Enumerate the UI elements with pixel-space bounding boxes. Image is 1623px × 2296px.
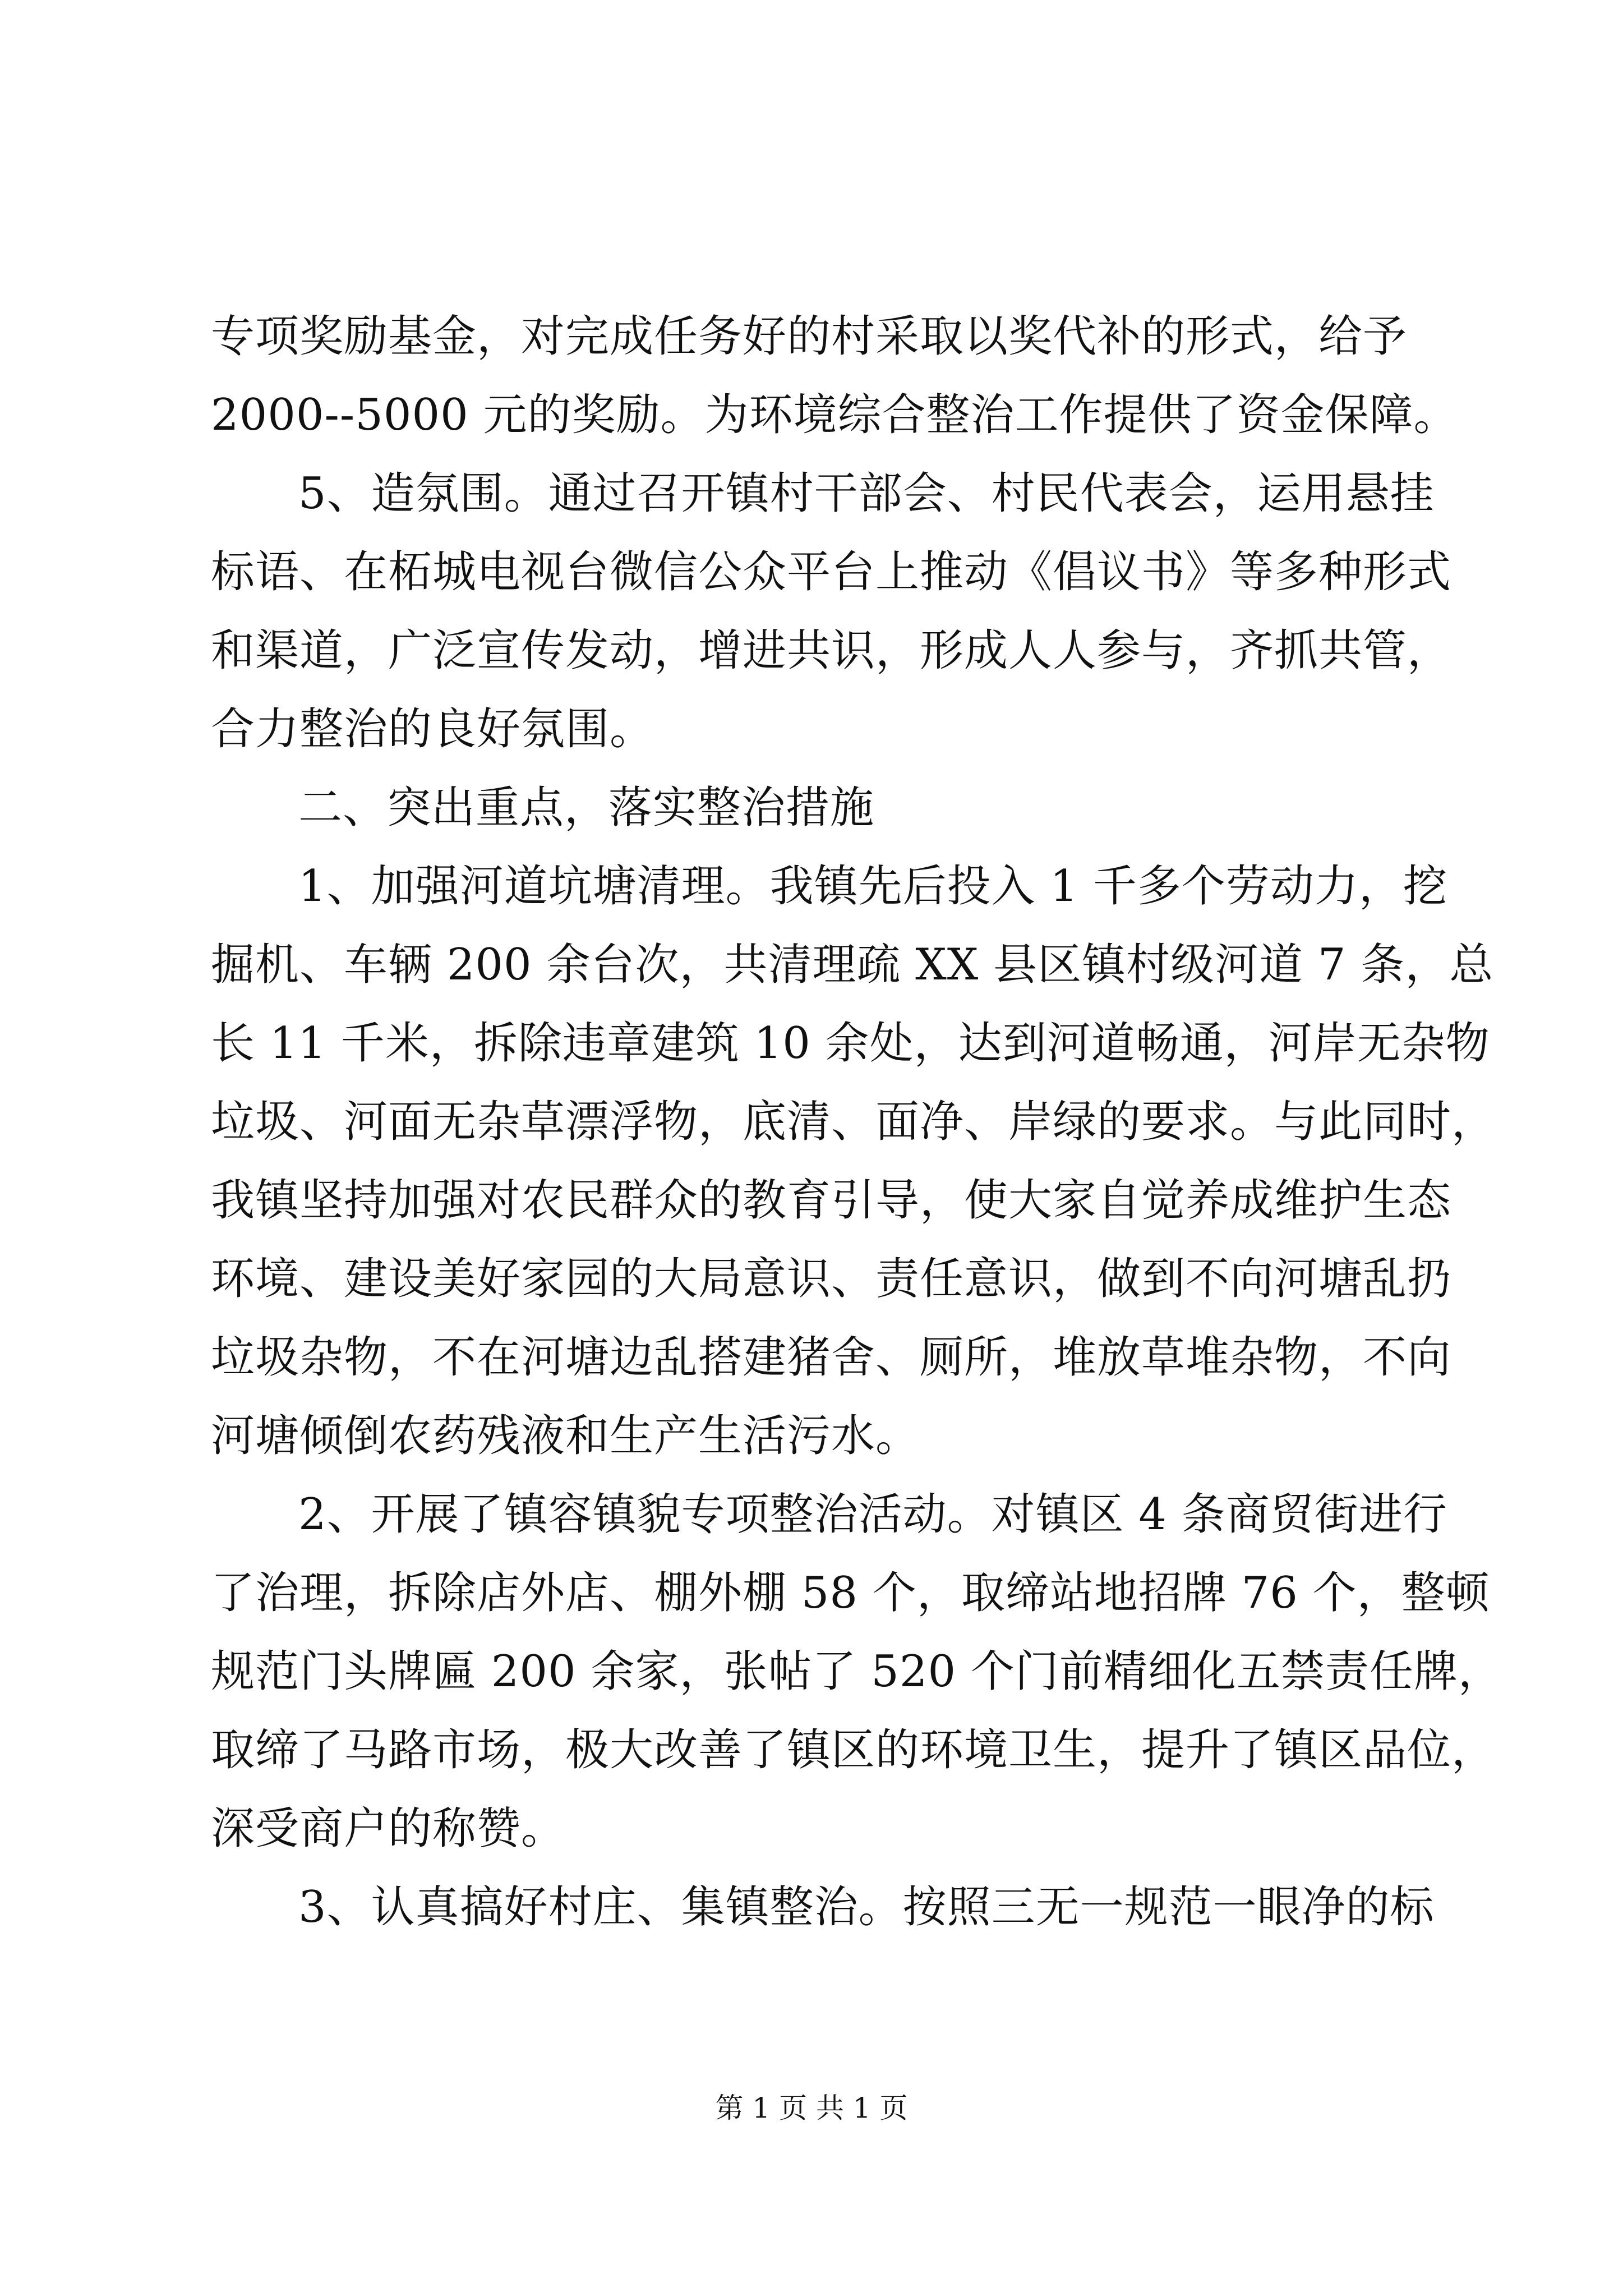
text-line: 取缔了马路市场，极大改善了镇区的环境卫生，提升了镇区品位， [211, 1725, 1496, 1775]
section-heading: 二、突出重点，落实整治措施 [298, 783, 875, 833]
text-line: 标语、在柘城电视台微信公众平台上推动《倡议书》等多种形式 [211, 547, 1452, 597]
text-line: 我镇坚持加强对农民群众的教育引导，使大家自觉养成维护生态 [211, 1175, 1452, 1226]
text-line: 合力整治的良好氛围。 [211, 704, 654, 754]
text-line: 垃圾杂物，不在河塘边乱搭建猪舍、厕所，堆放草堆杂物，不向 [211, 1332, 1452, 1383]
text-line: 长 11 千米，拆除违章建筑 10 余处，达到河道畅通，河岸无杂物 [211, 1018, 1490, 1069]
text-line: 规范门头牌匾 200 余家，张帖了 520 个门前精细化五禁责任牌， [211, 1646, 1502, 1697]
text-line: 专项奖励基金，对完成任务好的村采取以奖代补的形式，给予 [211, 311, 1408, 362]
text-line: 河塘倾倒农药残液和生产生活污水。 [211, 1411, 920, 1461]
text-line: 掘机、车辆 200 余台次，共清理疏 XX 县区镇村级河道 7 条，总 [211, 940, 1494, 990]
page-footer: 第 1 页 共 1 页 [715, 2092, 908, 2124]
paragraph-start: 5、造氛围。通过召开镇村干部会、村民代表会，运用悬挂 [298, 468, 1435, 519]
text-line: 和渠道，广泛宣传发动，增进共识，形成人人参与，齐抓共管， [211, 625, 1452, 676]
paragraph-start: 3、认真搞好村庄、集镇整治。按照三无一规范一眼净的标 [298, 1882, 1435, 1932]
text-line: 2000--5000 元的奖励。为环境综合整治工作提供了资金保障。 [211, 390, 1458, 440]
text-line: 环境、建设美好家园的大局意识、责任意识，做到不向河塘乱扔 [211, 1254, 1452, 1304]
text-line: 深受商户的称赞。 [211, 1803, 566, 1854]
paragraph-start: 1、加强河道坑塘清理。我镇先后投入 1 千多个劳动力，挖 [298, 861, 1447, 912]
text-line: 了治理，拆除店外店、棚外棚 58 个，取缔站地招牌 76 个，整顿 [211, 1568, 1490, 1618]
text-line: 垃圾、河面无杂草漂浮物，底清、面净、岸绿的要求。与此同时， [211, 1097, 1496, 1147]
document-body [211, 297, 1502, 1947]
paragraph-start: 2、开展了镇容镇貌专项整治活动。对镇区 4 条商贸街进行 [298, 1489, 1447, 1540]
